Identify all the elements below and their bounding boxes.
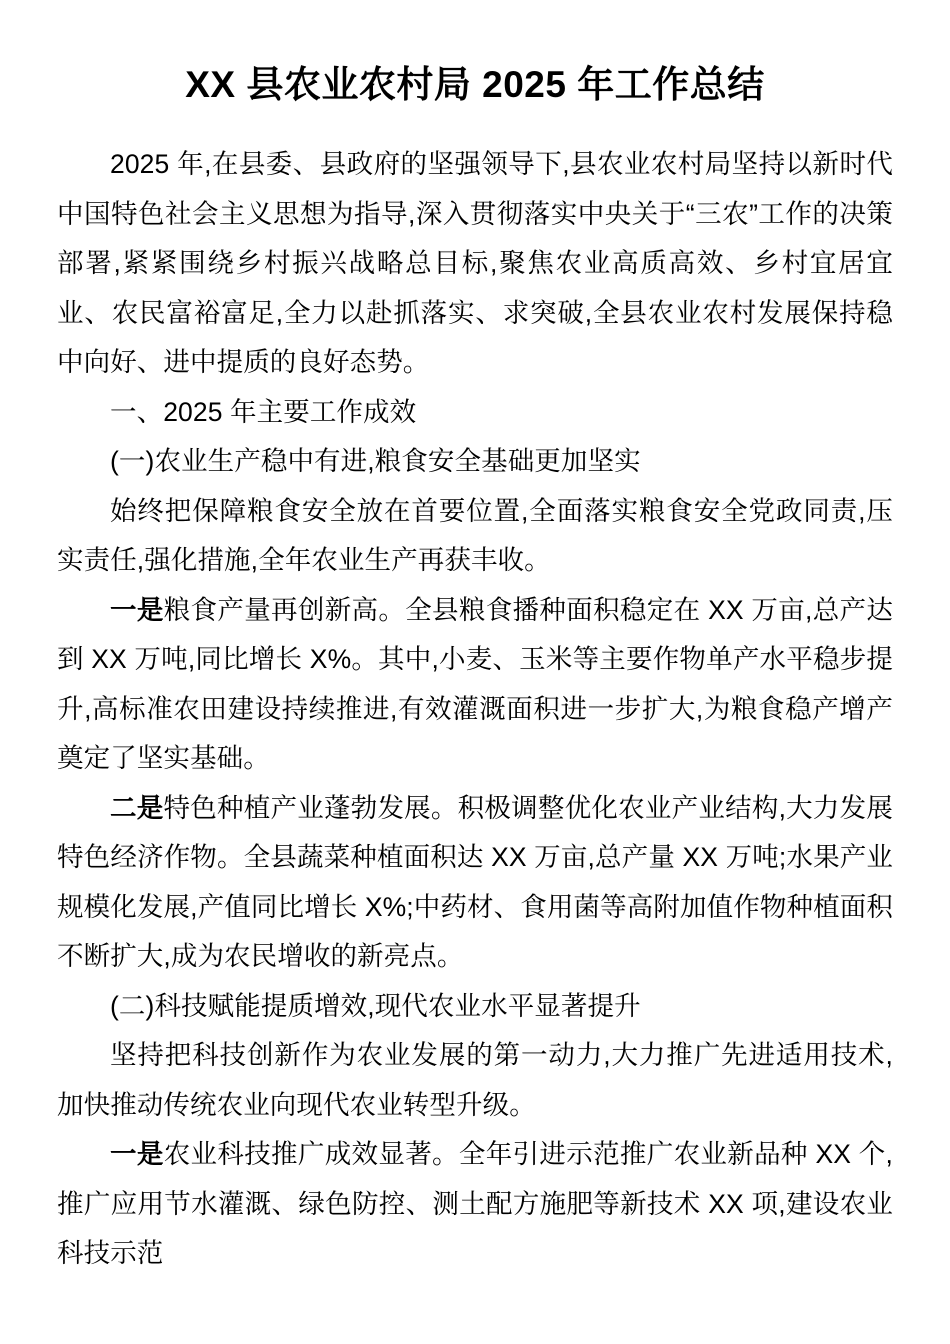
intro-paragraph: 2025 年,在县委、县政府的坚强领导下,县农业农村局坚持以新时代中国特色社会主义思想为指导,深入贯彻落实中央关于“三农”工作的决策部署,紧紧围绕乡村振兴战略总目标,聚焦农业高质高效、乡村宜居宜业、农民富裕富足,全力以赴抓落实、求突破,全县农业农村发展保持稳中向好、进中提质的良好态势。 xyxy=(57,149,893,378)
section-heading-1: 一、2025 年主要工作成效 xyxy=(110,396,417,427)
point-paragraph-1-2-1 xyxy=(57,1130,893,1279)
point-body-text: 粮食产量再创新高。全县粮食播种面积稳定在 XX 万亩,总产达到 XX 万吨,同比增长 X%。其中,小麦、玉米等主要作物单产水平稳步提升,高标准农田建设持续推进,有效灌溉面积进一步扩大,为粮食稳产增产奠定了坚实基础。 xyxy=(57,594,893,774)
subsection-1-2-intro-paragraph: 坚持把科技创新作为农业发展的第一动力,大力推广先进适用技术,加快推动传统农业向现代农业转型升级。 xyxy=(57,1040,893,1120)
point-lead-label: 二是 xyxy=(110,792,164,823)
point-body-text: 特色种植产业蓬勃发展。积极调整优化农业产业结构,大力发展特色经济作物。全县蔬菜种植面积达 XX 万亩,总产量 XX 万吨;水果产业规模化发展,产值同比增长 X%;中药材、食用菌等高附加值作物种植面积不断扩大,成为农民增收的新亮点。 xyxy=(57,792,894,972)
point-lead-label: 一是 xyxy=(110,1139,164,1170)
point-paragraph-1-1-1 xyxy=(57,586,893,784)
point-body-text: 农业科技推广成效显著。全年引进示范推广农业新品种 XX 个,推广应用节水灌溉、绿色防控、测土配方施肥等新技术 XX 项,建设农业科技示范 xyxy=(57,1139,893,1269)
subsection-1-1-intro-paragraph: 始终把保障粮食安全放在首要位置,全面落实粮食安全党政同责,压实责任,强化措施,全年农业生产再获丰收。 xyxy=(57,495,893,576)
document-body xyxy=(57,140,893,1279)
point-paragraph-1-1-2 xyxy=(57,784,893,982)
subsection-heading-1-1: (一)农业生产稳中有进,粮食安全基础更加坚实 xyxy=(110,446,641,477)
subsection-heading-1-2: (二)科技赋能提质增效,现代农业水平显著提升 xyxy=(110,990,641,1021)
page-title: XX 县农业农村局 2025 年工作总结 xyxy=(185,64,765,105)
point-lead-label: 一是 xyxy=(110,594,164,625)
